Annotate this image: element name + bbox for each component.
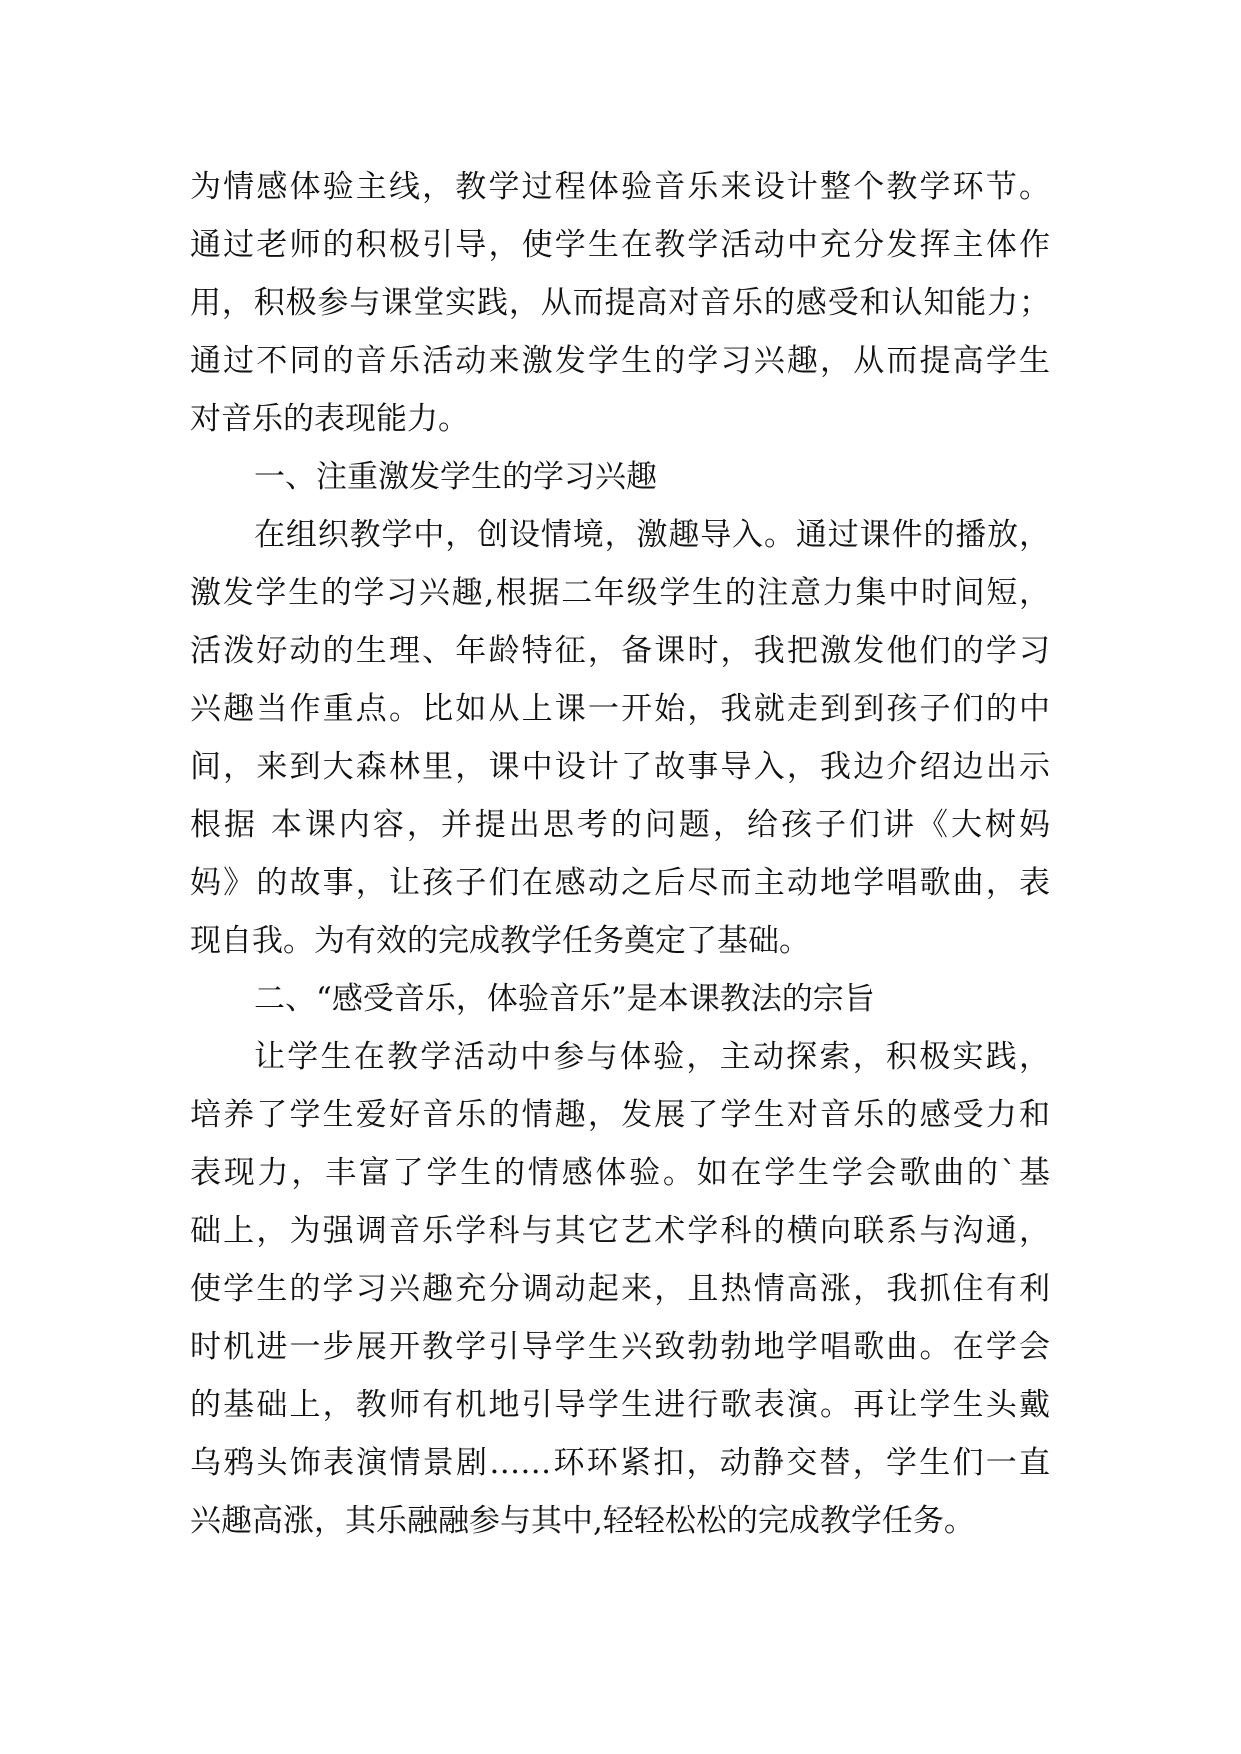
text-line: 使学生的学习兴趣充分调动起来，且热情高涨，我抓住有利 bbox=[190, 1271, 1050, 1307]
text-line: 培养了学生爱好音乐的情趣，发展了学生对音乐的感受力和 bbox=[190, 1097, 1050, 1133]
section-heading: 二、“感受音乐，体验音乐”是本课教法的宗旨 bbox=[254, 981, 875, 1017]
text-line: 现自我。为有效的完成教学任务奠定了基础。 bbox=[190, 923, 810, 959]
text-line: 时机进一步展开教学引导学生兴致勃勃地学唱歌曲。在学会 bbox=[190, 1329, 1050, 1365]
text-line: 表现力，丰富了学生的情感体验。如在学生学会歌曲的`基 bbox=[190, 1155, 1050, 1191]
text-line: 为情感体验主线，教学过程体验音乐来设计整个教学环节。 bbox=[190, 169, 1050, 205]
text-line: 通过老师的积极引导，使学生在教学活动中充分发挥主体作 bbox=[190, 227, 1050, 263]
text-line: 通过不同的音乐活动来激发学生的学习兴趣，从而提高学生 bbox=[190, 343, 1050, 379]
document-body bbox=[190, 158, 1070, 1550]
text-line: 的基础上，教师有机地引导学生进行歌表演。再让学生头戴 bbox=[190, 1387, 1050, 1423]
text-line: 用，积极参与课堂实践，从而提高对音乐的感受和认知能力； bbox=[190, 285, 1050, 321]
text-line: 乌鸦头饰表演情景剧……环环紧扣，动静交替，学生们一直 bbox=[190, 1445, 1050, 1481]
text-line: 础上，为强调音乐学科与其它艺术学科的横向联系与沟通， bbox=[190, 1213, 1050, 1249]
text-line: 间，来到大森林里，课中设计了故事导入，我边介绍边出示 bbox=[190, 749, 1050, 785]
text-line: 兴趣高涨，其乐融融参与其中,轻轻松松的完成教学任务。 bbox=[190, 1503, 975, 1539]
text-line: 活泼好动的生理、年龄特征，备课时，我把激发他们的学习 bbox=[190, 633, 1050, 669]
text-line: 对音乐的表现能力。 bbox=[190, 401, 469, 437]
text-line: 兴趣当作重点。比如从上课一开始，我就走到到孩子们的中 bbox=[190, 691, 1050, 727]
text-line: 激发学生的学习兴趣,根据二年级学生的注意力集中时间短， bbox=[190, 575, 1050, 611]
text-line: 让学生在教学活动中参与体验，主动探索，积极实践， bbox=[254, 1039, 1050, 1075]
text-line: 妈》的故事，让孩子们在感动之后尽而主动地学唱歌曲，表 bbox=[190, 865, 1050, 901]
section-heading: 一、注重激发学生的学习兴趣 bbox=[254, 459, 657, 495]
text-line: 在组织教学中，创设情境，激趣导入。通过课件的播放， bbox=[254, 517, 1050, 553]
text-line: 根据 本课内容，并提出思考的问题，给孩子们讲《大树妈 bbox=[190, 807, 1050, 843]
